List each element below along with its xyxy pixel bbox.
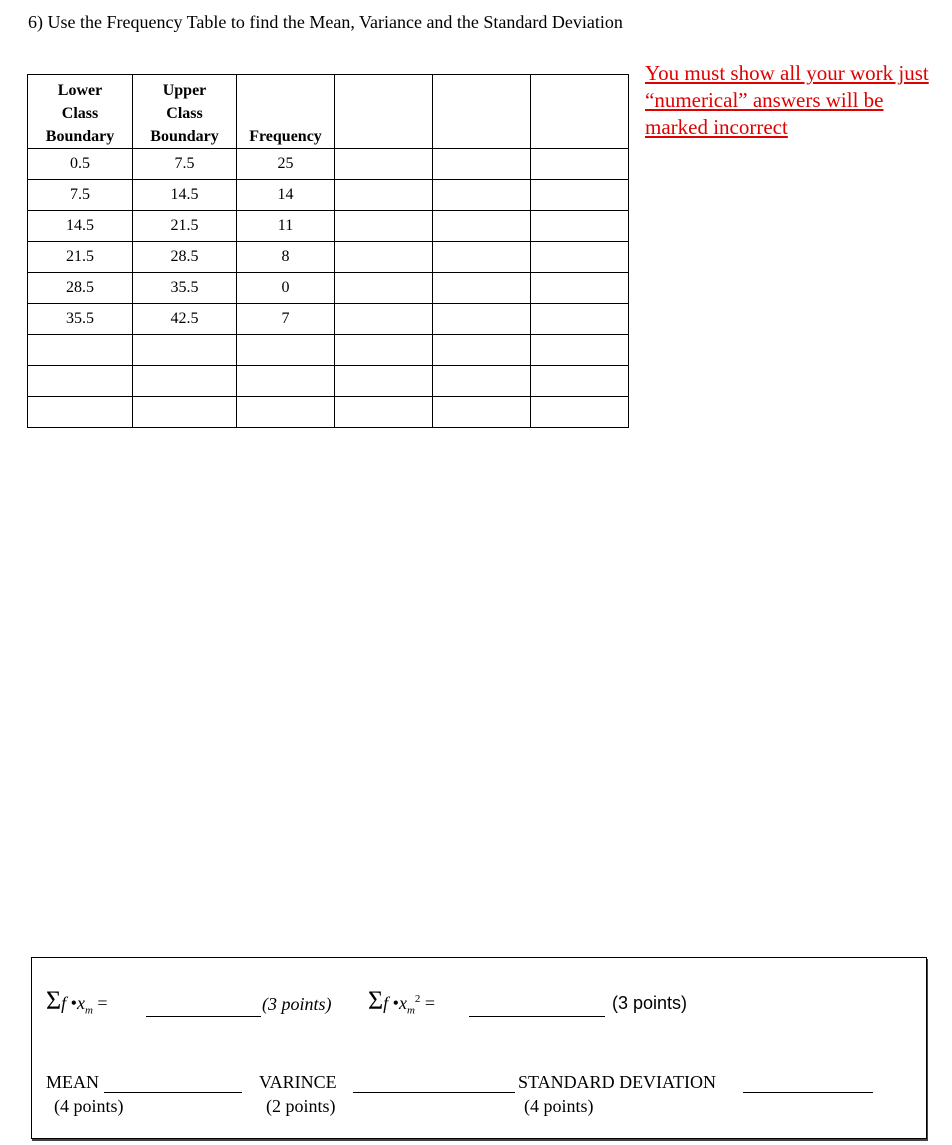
mean-points: (4 points) [54, 1096, 124, 1116]
table-row-empty [28, 366, 629, 397]
table-row-empty [28, 397, 629, 428]
cell-work[interactable] [335, 211, 433, 242]
cell-upper: 42.5 [133, 304, 237, 335]
header-frequency [237, 75, 335, 149]
cell-empty[interactable] [335, 397, 433, 428]
cell-frequency: 11 [237, 211, 335, 242]
dot-symbol: • [392, 993, 399, 1013]
header-upper-class-boundary [133, 75, 237, 149]
cell-upper: 35.5 [133, 273, 237, 304]
cell-work[interactable] [433, 242, 531, 273]
table-row [28, 180, 629, 211]
cell-empty[interactable] [133, 397, 237, 428]
question-title: 6) Use the Frequency Table to find the Mean, Variance and the Standard Deviation [28, 12, 623, 32]
std-dev-answer-line[interactable] [743, 1092, 873, 1093]
table-row [28, 304, 629, 335]
cell-empty[interactable] [531, 335, 629, 366]
x-var: x [76, 993, 85, 1013]
cell-empty[interactable] [335, 335, 433, 366]
header-empty-col5[interactable] [433, 75, 531, 149]
cell-empty[interactable] [237, 397, 335, 428]
cell-work[interactable] [531, 304, 629, 335]
cell-frequency: 7 [237, 304, 335, 335]
cell-empty[interactable] [433, 366, 531, 397]
cell-empty[interactable] [531, 366, 629, 397]
variance-answer-line[interactable] [353, 1092, 515, 1093]
sigma-symbol: Σ [46, 986, 62, 1015]
cell-empty[interactable] [28, 397, 133, 428]
sum-fx-answer-line[interactable] [146, 1016, 261, 1017]
cell-lower: 21.5 [28, 242, 133, 273]
std-dev-label: STANDARD DEVIATION [518, 1072, 717, 1092]
header-empty-col6[interactable] [531, 75, 629, 149]
mean-answer-line[interactable] [104, 1092, 242, 1093]
cell-empty[interactable] [433, 397, 531, 428]
cell-work[interactable] [335, 149, 433, 180]
cell-frequency: 8 [237, 242, 335, 273]
cell-empty[interactable] [133, 366, 237, 397]
cell-empty[interactable] [28, 335, 133, 366]
header-lower-line2: Class [61, 105, 99, 122]
cell-work[interactable] [531, 242, 629, 273]
cell-work[interactable] [531, 149, 629, 180]
variance-points: (2 points) [266, 1096, 336, 1116]
cell-upper: 7.5 [133, 149, 237, 180]
cell-lower: 35.5 [28, 304, 133, 335]
cell-empty[interactable] [433, 335, 531, 366]
x-var: x [398, 993, 407, 1013]
work-warning: You must show all your work just “numerical” answers will be marked incorrect [645, 61, 929, 139]
header-lower-class-boundary [28, 75, 133, 149]
cell-work[interactable] [433, 211, 531, 242]
table-row [28, 149, 629, 180]
equals-sign: = [424, 993, 436, 1013]
m-subscript: m [406, 1004, 415, 1017]
table-row [28, 273, 629, 304]
cell-upper: 14.5 [133, 180, 237, 211]
cell-work[interactable] [335, 180, 433, 211]
sum-fx-formula [46, 986, 108, 1017]
header-upper-line3: Boundary [150, 128, 219, 145]
cell-lower: 28.5 [28, 273, 133, 304]
cell-work[interactable] [335, 242, 433, 273]
cell-empty[interactable] [28, 366, 133, 397]
equals-sign: = [97, 993, 108, 1013]
header-upper-line1: Upper [162, 82, 207, 99]
header-lower-line1: Lower [57, 82, 103, 99]
f-var: f [383, 993, 389, 1013]
cell-work[interactable] [433, 304, 531, 335]
cell-lower: 7.5 [28, 180, 133, 211]
cell-upper: 28.5 [133, 242, 237, 273]
table-row [28, 211, 629, 242]
cell-empty[interactable] [237, 366, 335, 397]
header-empty-col4[interactable] [335, 75, 433, 149]
cell-empty[interactable] [335, 366, 433, 397]
table-header-row [28, 75, 629, 149]
cell-empty[interactable] [133, 335, 237, 366]
answer-box [31, 957, 927, 1139]
std-dev-points: (4 points) [524, 1096, 594, 1116]
cell-empty[interactable] [237, 335, 335, 366]
cell-upper: 21.5 [133, 211, 237, 242]
sum-fx2-formula [368, 986, 435, 1017]
header-lower-line3: Boundary [45, 128, 115, 145]
cell-work[interactable] [335, 273, 433, 304]
cell-lower: 0.5 [28, 149, 133, 180]
cell-work[interactable] [433, 149, 531, 180]
m-subscript: m [84, 1004, 93, 1017]
cell-work[interactable] [335, 304, 433, 335]
header-frequency-label: Frequency [249, 128, 322, 145]
cell-work[interactable] [433, 273, 531, 304]
cell-frequency: 14 [237, 180, 335, 211]
sigma-symbol: Σ [368, 986, 384, 1015]
cell-work[interactable] [433, 180, 531, 211]
sum-fx2-answer-line[interactable] [469, 1016, 605, 1017]
cell-lower: 14.5 [28, 211, 133, 242]
cell-work[interactable] [531, 211, 629, 242]
cell-frequency: 25 [237, 149, 335, 180]
f-var: f [61, 993, 67, 1013]
table-row [28, 242, 629, 273]
sum-fx2-points: (3 points) [612, 993, 688, 1013]
sum-fx-points: (3 points) [262, 994, 332, 1014]
frequency-table [27, 74, 629, 428]
cell-work[interactable] [531, 273, 629, 304]
squared-superscript: 2 [414, 993, 421, 1005]
table-row-empty [28, 335, 629, 366]
header-upper-line2: Class [166, 105, 203, 122]
cell-empty[interactable] [531, 397, 629, 428]
variance-label: VARINCE [259, 1072, 337, 1092]
dot-symbol: • [70, 993, 77, 1013]
mean-label: MEAN [46, 1072, 99, 1092]
cell-work[interactable] [531, 180, 629, 211]
cell-frequency: 0 [237, 273, 335, 304]
